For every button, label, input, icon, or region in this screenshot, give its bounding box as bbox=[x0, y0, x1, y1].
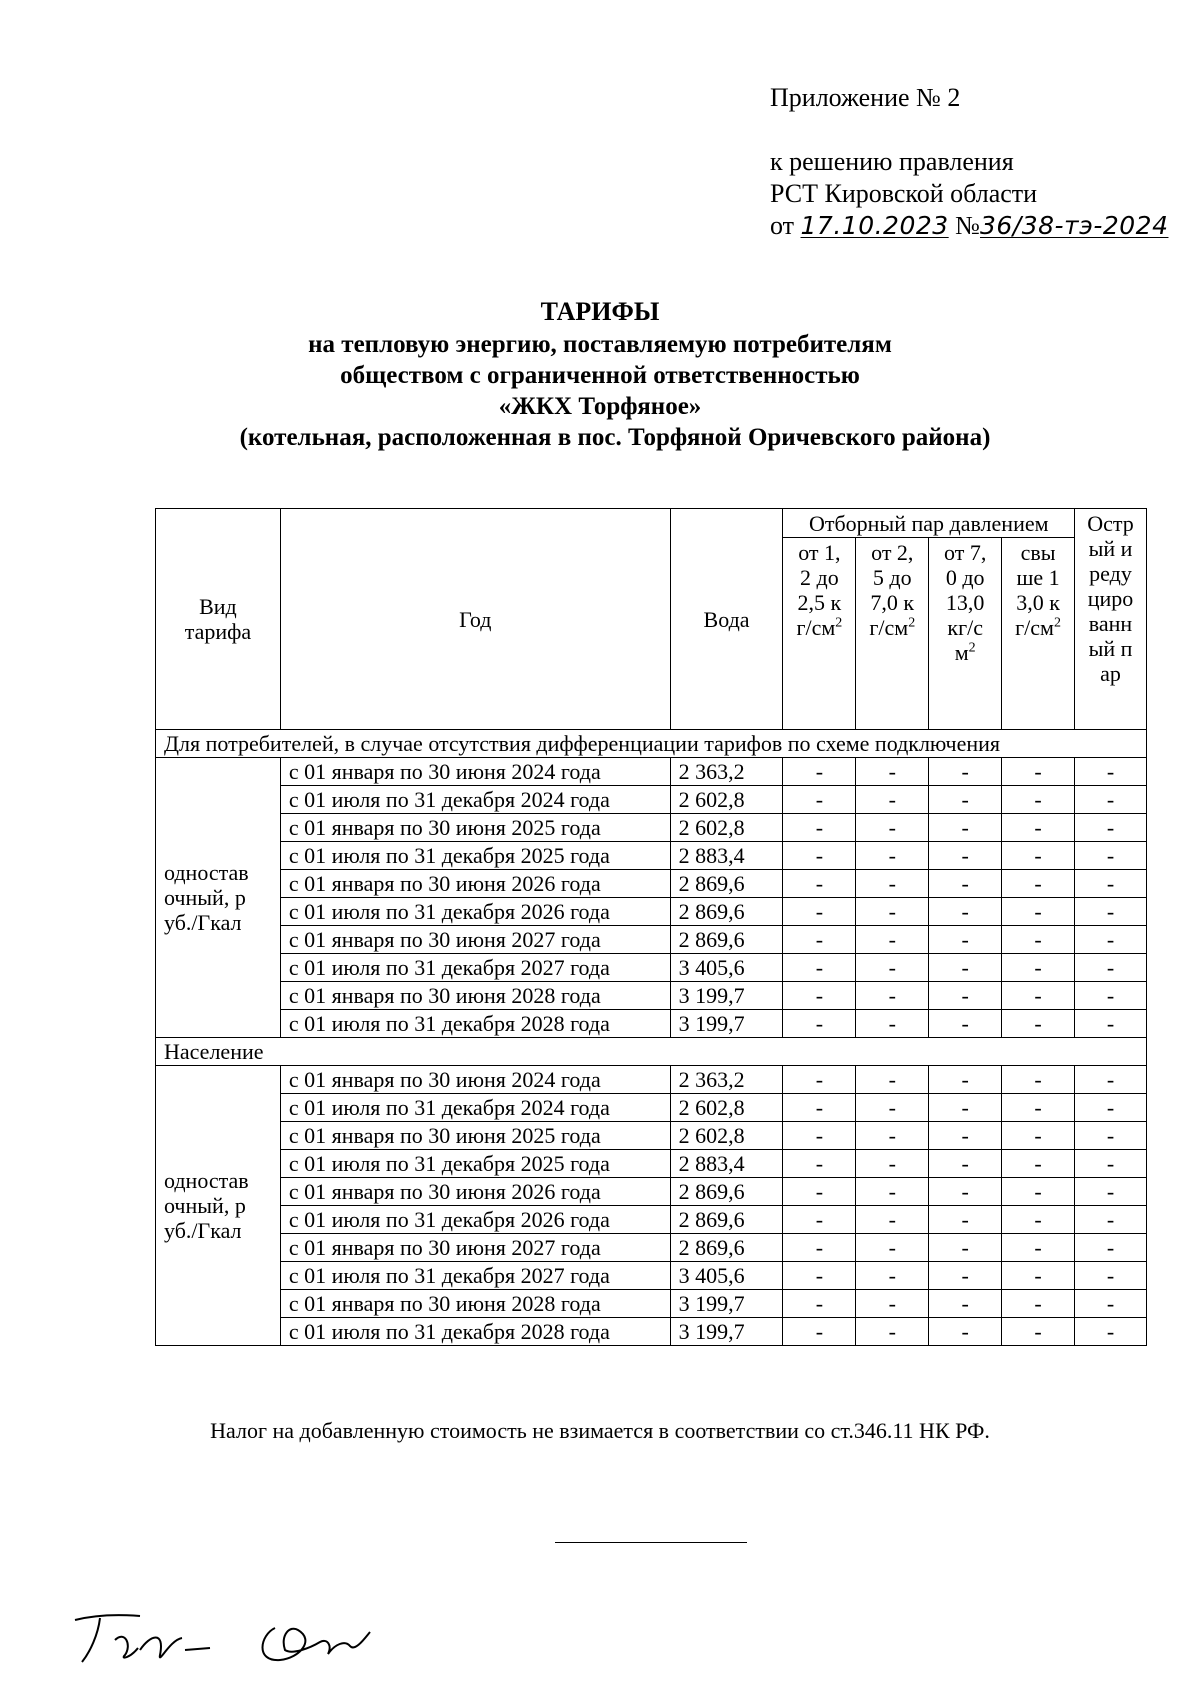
steam-tariff-cell: - bbox=[929, 758, 1002, 786]
steam-tariff-cell: - bbox=[856, 1094, 929, 1122]
steam-tariff-cell: - bbox=[783, 1094, 856, 1122]
steam-tariff-cell: - bbox=[1075, 1178, 1147, 1206]
steam-tariff-cell: - bbox=[783, 1010, 856, 1038]
steam-tariff-cell: - bbox=[929, 842, 1002, 870]
steam-tariff-cell: - bbox=[1002, 842, 1075, 870]
steam-tariff-cell: - bbox=[929, 1094, 1002, 1122]
steam-tariff-cell: - bbox=[856, 926, 929, 954]
steam-tariff-cell: - bbox=[856, 898, 929, 926]
steam-tariff-cell: - bbox=[1075, 814, 1147, 842]
signature-image bbox=[70, 1600, 430, 1680]
steam-tariff-cell: - bbox=[1075, 1262, 1147, 1290]
table-row bbox=[156, 982, 1147, 1010]
steam-tariff-cell: - bbox=[1002, 786, 1075, 814]
header-steam-3: от 7,0 до 13,0 $кг/см^2$ bbox=[929, 538, 1002, 730]
steam-tariff-cell: - bbox=[1002, 982, 1075, 1010]
steam-tariff-cell: - bbox=[856, 870, 929, 898]
period-cell: с 01 июля по 31 декабря 2024 года bbox=[280, 1094, 670, 1122]
steam-tariff-cell: - bbox=[783, 1178, 856, 1206]
steam-tariff-cell: - bbox=[856, 1318, 929, 1346]
steam-tariff-cell: - bbox=[1002, 1290, 1075, 1318]
title-line-5: (котельная, расположенная в пос. Торфяной Оричевского района) bbox=[239, 424, 991, 451]
steam-tariff-cell: - bbox=[1002, 814, 1075, 842]
steam-tariff-cell: - bbox=[1002, 954, 1075, 982]
steam-tariff-cell: - bbox=[929, 1010, 1002, 1038]
water-tariff-cell: 2 602,8 bbox=[670, 786, 783, 814]
divider-line bbox=[555, 1542, 747, 1543]
table-row bbox=[156, 870, 1147, 898]
steam-tariff-cell: - bbox=[1075, 1066, 1147, 1094]
steam-tariff-cell: - bbox=[1002, 1206, 1075, 1234]
steam-tariff-cell: - bbox=[1002, 1318, 1075, 1346]
section-title: Население bbox=[156, 1038, 1147, 1066]
water-tariff-cell: 2 869,6 bbox=[670, 1178, 783, 1206]
period-cell: с 01 июля по 31 декабря 2027 года bbox=[280, 954, 670, 982]
decision-line-1: к решению правления bbox=[770, 147, 1014, 176]
steam-tariff-cell: - bbox=[783, 898, 856, 926]
period-cell: с 01 января по 30 июня 2024 года bbox=[280, 1066, 670, 1094]
header-steam-4: свыше 13,0 $кг/см^2$ bbox=[1002, 538, 1075, 730]
steam-tariff-cell: - bbox=[1075, 1122, 1147, 1150]
date-prefix: от bbox=[770, 211, 795, 240]
steam-tariff-cell: - bbox=[1075, 954, 1147, 982]
steam-tariff-cell: - bbox=[929, 1234, 1002, 1262]
section-row bbox=[156, 730, 1147, 758]
period-cell: с 01 июля по 31 декабря 2024 года bbox=[280, 786, 670, 814]
water-tariff-cell: 2 602,8 bbox=[670, 1094, 783, 1122]
steam-tariff-cell: - bbox=[856, 814, 929, 842]
steam-tariff-cell: - bbox=[1075, 1094, 1147, 1122]
table-row bbox=[156, 1010, 1147, 1038]
period-cell: с 01 июля по 31 декабря 2026 года bbox=[280, 898, 670, 926]
steam-tariff-cell: - bbox=[929, 786, 1002, 814]
header-kind: Вид тарифа bbox=[156, 509, 281, 730]
steam-tariff-cell: - bbox=[856, 1010, 929, 1038]
period-cell: с 01 января по 30 июня 2028 года bbox=[280, 982, 670, 1010]
steam-tariff-cell: - bbox=[1002, 1122, 1075, 1150]
period-cell: с 01 января по 30 июня 2027 года bbox=[280, 926, 670, 954]
steam-tariff-cell: - bbox=[783, 926, 856, 954]
decision-reference bbox=[770, 146, 1168, 242]
appendix-label: Приложение № 2 bbox=[770, 83, 961, 112]
section-row bbox=[156, 1038, 1147, 1066]
water-tariff-cell: 3 199,7 bbox=[670, 1010, 783, 1038]
period-cell: с 01 июля по 31 декабря 2025 года bbox=[280, 1150, 670, 1178]
steam-tariff-cell: - bbox=[929, 1178, 1002, 1206]
table-row bbox=[156, 954, 1147, 982]
steam-tariff-cell: - bbox=[1075, 870, 1147, 898]
title-line-2: на тепловую энергию, поставляемую потребителям bbox=[308, 331, 892, 358]
decision-number: 36/38-тэ-2024 bbox=[979, 211, 1169, 240]
water-tariff-cell: 2 869,6 bbox=[670, 898, 783, 926]
steam-tariff-cell: - bbox=[783, 1122, 856, 1150]
steam-tariff-cell: - bbox=[856, 1122, 929, 1150]
steam-tariff-cell: - bbox=[783, 954, 856, 982]
water-tariff-cell: 2 363,2 bbox=[670, 758, 783, 786]
steam-tariff-cell: - bbox=[929, 1262, 1002, 1290]
steam-tariff-cell: - bbox=[1002, 1150, 1075, 1178]
steam-tariff-cell: - bbox=[1075, 1150, 1147, 1178]
steam-tariff-cell: - bbox=[1075, 758, 1147, 786]
steam-tariff-cell: - bbox=[929, 1150, 1002, 1178]
steam-tariff-cell: - bbox=[1002, 1010, 1075, 1038]
steam-tariff-cell: - bbox=[783, 1262, 856, 1290]
steam-tariff-cell: - bbox=[1002, 1234, 1075, 1262]
period-cell: с 01 января по 30 июня 2025 года bbox=[280, 1122, 670, 1150]
steam-tariff-cell: - bbox=[783, 1318, 856, 1346]
decision-line-3 bbox=[770, 210, 1168, 242]
period-cell: с 01 июля по 31 декабря 2027 года bbox=[280, 1262, 670, 1290]
steam-tariff-cell: - bbox=[1002, 870, 1075, 898]
steam-tariff-cell: - bbox=[1075, 982, 1147, 1010]
title-line-3: обществом с ограниченной ответственностью bbox=[340, 362, 860, 389]
table-row bbox=[156, 1234, 1147, 1262]
water-tariff-cell: 2 883,4 bbox=[670, 842, 783, 870]
decision-line-2: РСТ Кировской области bbox=[770, 179, 1038, 208]
steam-tariff-cell: - bbox=[856, 1262, 929, 1290]
steam-tariff-cell: - bbox=[856, 954, 929, 982]
steam-tariff-cell: - bbox=[929, 1318, 1002, 1346]
steam-tariff-cell: - bbox=[1075, 926, 1147, 954]
water-tariff-cell: 3 199,7 bbox=[670, 1290, 783, 1318]
water-tariff-cell: 3 199,7 bbox=[670, 1318, 783, 1346]
steam-tariff-cell: - bbox=[856, 786, 929, 814]
steam-tariff-cell: - bbox=[929, 814, 1002, 842]
period-cell: с 01 июля по 31 декабря 2026 года bbox=[280, 1206, 670, 1234]
period-cell: с 01 января по 30 июня 2027 года bbox=[280, 1234, 670, 1262]
steam-tariff-cell: - bbox=[783, 786, 856, 814]
period-cell: с 01 января по 30 июня 2026 года bbox=[280, 870, 670, 898]
table-header bbox=[156, 509, 1147, 730]
header-water: Вода bbox=[670, 509, 783, 730]
table-row bbox=[156, 842, 1147, 870]
steam-tariff-cell: - bbox=[929, 954, 1002, 982]
steam-tariff-cell: - bbox=[1075, 898, 1147, 926]
water-tariff-cell: 3 405,6 bbox=[670, 954, 783, 982]
table-row bbox=[156, 758, 1147, 786]
steam-tariff-cell: - bbox=[929, 1290, 1002, 1318]
steam-tariff-cell: - bbox=[1002, 758, 1075, 786]
period-cell: с 01 января по 30 июня 2026 года bbox=[280, 1178, 670, 1206]
steam-tariff-cell: - bbox=[1002, 1178, 1075, 1206]
period-cell: с 01 июля по 31 декабря 2028 года bbox=[280, 1010, 670, 1038]
table-row bbox=[156, 1066, 1147, 1094]
period-cell: с 01 января по 30 июня 2028 года bbox=[280, 1290, 670, 1318]
steam-tariff-cell: - bbox=[1002, 898, 1075, 926]
steam-tariff-cell: - bbox=[1075, 1290, 1147, 1318]
steam-tariff-cell: - bbox=[929, 870, 1002, 898]
period-cell: с 01 июля по 31 декабря 2025 года bbox=[280, 842, 670, 870]
water-tariff-cell: 3 199,7 bbox=[670, 982, 783, 1010]
tariffs-table bbox=[155, 508, 1147, 1346]
section-title: Для потребителей, в случае отсутствия дифференциации тарифов по схеме подключения bbox=[156, 730, 1147, 758]
steam-tariff-cell: - bbox=[783, 758, 856, 786]
steam-tariff-cell: - bbox=[929, 926, 1002, 954]
table-row bbox=[156, 1262, 1147, 1290]
water-tariff-cell: 3 405,6 bbox=[670, 1262, 783, 1290]
title-line-1: ТАРИФЫ bbox=[540, 297, 660, 326]
steam-tariff-cell: - bbox=[929, 1122, 1002, 1150]
period-cell: с 01 января по 30 июня 2025 года bbox=[280, 814, 670, 842]
table-body bbox=[156, 730, 1147, 1346]
steam-tariff-cell: - bbox=[929, 982, 1002, 1010]
steam-tariff-cell: - bbox=[1002, 1262, 1075, 1290]
water-tariff-cell: 2 602,8 bbox=[670, 1122, 783, 1150]
water-tariff-cell: 2 869,6 bbox=[670, 1234, 783, 1262]
steam-tariff-cell: - bbox=[783, 842, 856, 870]
table-row bbox=[156, 814, 1147, 842]
header-steam-2: от 2,5 до 7,0 $кг/см^2$ bbox=[856, 538, 929, 730]
table-row bbox=[156, 1122, 1147, 1150]
title-line-4: «ЖКХ Торфяное» bbox=[498, 393, 702, 420]
table-row bbox=[156, 1290, 1147, 1318]
header-steam-group: Отборный пар давлением bbox=[783, 509, 1075, 538]
steam-tariff-cell: - bbox=[783, 1234, 856, 1262]
water-tariff-cell: 2 869,6 bbox=[670, 870, 783, 898]
steam-tariff-cell: - bbox=[856, 1178, 929, 1206]
steam-tariff-cell: - bbox=[1002, 1066, 1075, 1094]
table-row bbox=[156, 786, 1147, 814]
steam-tariff-cell: - bbox=[929, 1206, 1002, 1234]
steam-tariff-cell: - bbox=[783, 870, 856, 898]
steam-tariff-cell: - bbox=[929, 1066, 1002, 1094]
steam-tariff-cell: - bbox=[783, 1206, 856, 1234]
header-year: Год bbox=[280, 509, 670, 730]
steam-tariff-cell: - bbox=[1002, 926, 1075, 954]
steam-tariff-cell: - bbox=[856, 758, 929, 786]
steam-tariff-cell: - bbox=[783, 982, 856, 1010]
steam-tariff-cell: - bbox=[929, 898, 1002, 926]
steam-tariff-cell: - bbox=[856, 982, 929, 1010]
water-tariff-cell: 2 363,2 bbox=[670, 1066, 783, 1094]
steam-tariff-cell: - bbox=[1075, 1234, 1147, 1262]
steam-tariff-cell: - bbox=[1075, 1206, 1147, 1234]
header-steam-1: от 1,2 до 2,5 $кг/см^2$ bbox=[783, 538, 856, 730]
tariff-kind-cell: одноставочный, руб./Гкал bbox=[156, 758, 281, 1038]
period-cell: с 01 января по 30 июня 2024 года bbox=[280, 758, 670, 786]
water-tariff-cell: 2 883,4 bbox=[670, 1150, 783, 1178]
table-row bbox=[156, 1318, 1147, 1346]
decision-date: 17.10.2023 bbox=[800, 211, 949, 240]
steam-tariff-cell: - bbox=[1075, 1010, 1147, 1038]
table-row bbox=[156, 926, 1147, 954]
table-row bbox=[156, 898, 1147, 926]
water-tariff-cell: 2 869,6 bbox=[670, 1206, 783, 1234]
tax-note: Налог на добавленную стоимость не взимается в соответствии со ст.346.11 НК РФ. bbox=[210, 1418, 990, 1443]
steam-tariff-cell: - bbox=[783, 814, 856, 842]
tariff-kind-cell: одноставочный, руб./Гкал bbox=[156, 1066, 281, 1346]
steam-tariff-cell: - bbox=[856, 1290, 929, 1318]
table-row bbox=[156, 1178, 1147, 1206]
document-title bbox=[0, 296, 1200, 453]
steam-tariff-cell: - bbox=[1075, 786, 1147, 814]
steam-tariff-cell: - bbox=[783, 1150, 856, 1178]
steam-tariff-cell: - bbox=[1075, 842, 1147, 870]
table-row bbox=[156, 1094, 1147, 1122]
table-row bbox=[156, 1150, 1147, 1178]
steam-tariff-cell: - bbox=[856, 1234, 929, 1262]
header-sharp-steam: Острый и редуцированный пар bbox=[1075, 509, 1147, 730]
steam-tariff-cell: - bbox=[856, 842, 929, 870]
steam-tariff-cell: - bbox=[856, 1206, 929, 1234]
table-row bbox=[156, 1206, 1147, 1234]
steam-tariff-cell: - bbox=[783, 1290, 856, 1318]
steam-tariff-cell: - bbox=[1075, 1318, 1147, 1346]
number-prefix: № bbox=[955, 211, 980, 240]
steam-tariff-cell: - bbox=[783, 1066, 856, 1094]
steam-tariff-cell: - bbox=[856, 1066, 929, 1094]
steam-tariff-cell: - bbox=[856, 1150, 929, 1178]
steam-tariff-cell: - bbox=[1002, 1094, 1075, 1122]
period-cell: с 01 июля по 31 декабря 2028 года bbox=[280, 1318, 670, 1346]
water-tariff-cell: 2 869,6 bbox=[670, 926, 783, 954]
water-tariff-cell: 2 602,8 bbox=[670, 814, 783, 842]
